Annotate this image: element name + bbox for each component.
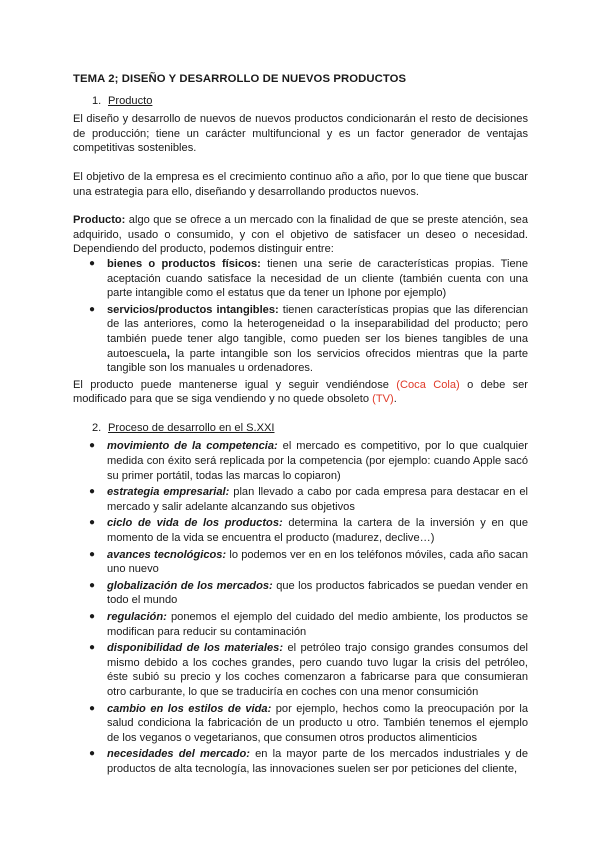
list-item-term: necesidades del mercado: [107,748,250,761]
list-item [89,439,528,483]
list-item-text: lo podemos ver en en los teléfonos móviles, cada año sacan uno nuevo [107,548,529,576]
list-item [89,516,528,545]
bullet-icon: ● [89,748,96,760]
list-item [89,579,528,608]
bullet-icon: ● [89,548,96,560]
list-item-term: servicios/productos intangibles: [107,303,279,316]
list-item-term: regulación: [107,611,167,623]
bullet-icon: ● [89,440,96,452]
list-item-text: tienen características propias que las diferencian de las anteriores, como la heterogeneidad o la inseparabilidad del producto; pero también puede tener algo tangible, como pueden ser los bienes tangibles de una autoescuela [107,303,528,360]
list-item-term: bienes o productos físicos: [107,257,261,270]
intro-paragraph: El diseño y desarrollo de nuevos de nuevos productos condicionarán el resto de decisiones de producción; tiene un carácter multifuncional y es un factor generador de ventajas competitivas sostenibles. [73,113,528,155]
page-title: TEMA 2; DISEÑO Y DESARROLLO DE NUEVOS PRODUCTOS [73,73,407,85]
list-item-term: cambio en los estilos de vida: [107,702,272,715]
list-item [89,747,528,776]
list-item-term: globalización de los mercados: [107,579,273,592]
bullet-icon: ● [89,642,96,654]
closing-text-continued: o debe ser modificado para que se siga vendiendo y no quede obsoleto [73,378,529,406]
bullet-icon: ● [89,702,96,714]
section-2-number: 2. [92,421,102,434]
list-item-term: estrategia empresarial: [107,486,230,499]
list-item-text: el mercado es competitivo, por lo que cualquier medida con éxito será replicada por la competencia (por ejemplo: cuando Apple sacó su primer portátil, todas las marcas lo copiaron) [107,440,528,482]
list-item-text: ponemos el ejemplo del cuidado del medio ambiente, los productos se modifican para reducir su contaminación [107,611,528,638]
definition-term: Producto: [73,214,126,227]
list-item-text: el petróleo trajo consigo grandes consumos del mismo debido a los coches grandes, pero cuando tuvo lugar la crisis del petróleo, éste subió su precio y los coches comenzaron a fabricarse para que consumieran otro carburante, lo que se traduciría en coches con una menor consumición [107,642,529,698]
closing-paragraph [73,378,528,407]
closing-text: El producto puede mantenerse igual y seguir vendiéndose [73,378,397,391]
closing-period: . [393,393,397,406]
bullet-icon: ● [89,579,96,591]
development-factors-list [73,439,528,776]
highlight-coca-cola: (Coca Cola) [396,378,460,391]
list-item-term: movimiento de la competencia: [107,440,278,453]
list-item-text: por ejemplo, hechos como la preocupación por la salud condiciona la fabricación de un producto u otro. También tenemos el ejemplo de los veganos o vegetarianos, que consumen otros productos alimenticios [107,702,528,744]
section-1-title: Producto [108,94,153,107]
list-item [89,548,529,577]
definition-text: algo que se ofrece a un mercado con la finalidad de que se preste atención, sea adquirido, usado o consumido, y con el objetivo de satisfacer un deseo o necesidad. Dependiendo del producto, podemos distinguir entre: [73,214,528,256]
bullet-icon: ● [89,257,96,269]
section-1-heading [73,94,528,109]
list-item [89,257,528,301]
list-item [89,610,528,639]
section-2-heading [73,421,528,436]
list-item-text: plan llevado a cabo por cada empresa para destacar en el mercado y salir adelante alcanzando sus objetivos [107,486,528,513]
bullet-icon: ● [89,611,96,622]
product-definition [73,213,528,257]
list-item-comma: , [166,347,170,360]
bullet-icon: ● [89,517,96,529]
list-item [89,702,528,746]
list-item-term: disponibilidad de los materiales: [107,642,284,655]
list-item-term: avances tecnológicos: [107,548,227,561]
list-item-text: en la mayor parte de los mercados industriales y de productos de alta tecnología, las innovaciones suelen ser por peticiones del cliente, [107,748,528,775]
list-item-text: determina la cartera de la inversión y en que momento de la vida se encuentra el producto (madurez, declive…) [107,517,528,545]
section-1-number: 1. [92,94,102,107]
list-item-text: tienen una serie de características propias. Tiene aceptación cuando satisface la necesidad de un cliente (también cuenta con una parte intangible como el estatus que da tener un Iphone por ejemplo) [107,257,528,300]
list-item-text-continued: la parte intangible son los servicios ofrecidos mientras que la parte tangible son los manuales u ordenadores. [107,347,528,375]
bullet-icon: ● [89,486,96,498]
bullet-icon: ● [89,303,96,315]
list-item [89,303,528,376]
list-item [89,641,529,699]
list-item-term: ciclo de vida de los productos: [107,517,283,530]
document-content [73,72,528,779]
list-item-text: que los productos fabricados se puedan vender en todo el mundo [107,579,528,607]
product-types-list [73,257,528,376]
objective-paragraph: El objetivo de la empresa es el crecimiento continuo año a año, por lo que tiene que buscar una estrategia para ello, diseñando y desarrollando productos nuevos. [73,170,528,198]
list-item [89,485,528,514]
section-2-title: Proceso de desarrollo en el S.XXI [108,421,275,434]
highlight-tv: (TV) [372,393,394,406]
